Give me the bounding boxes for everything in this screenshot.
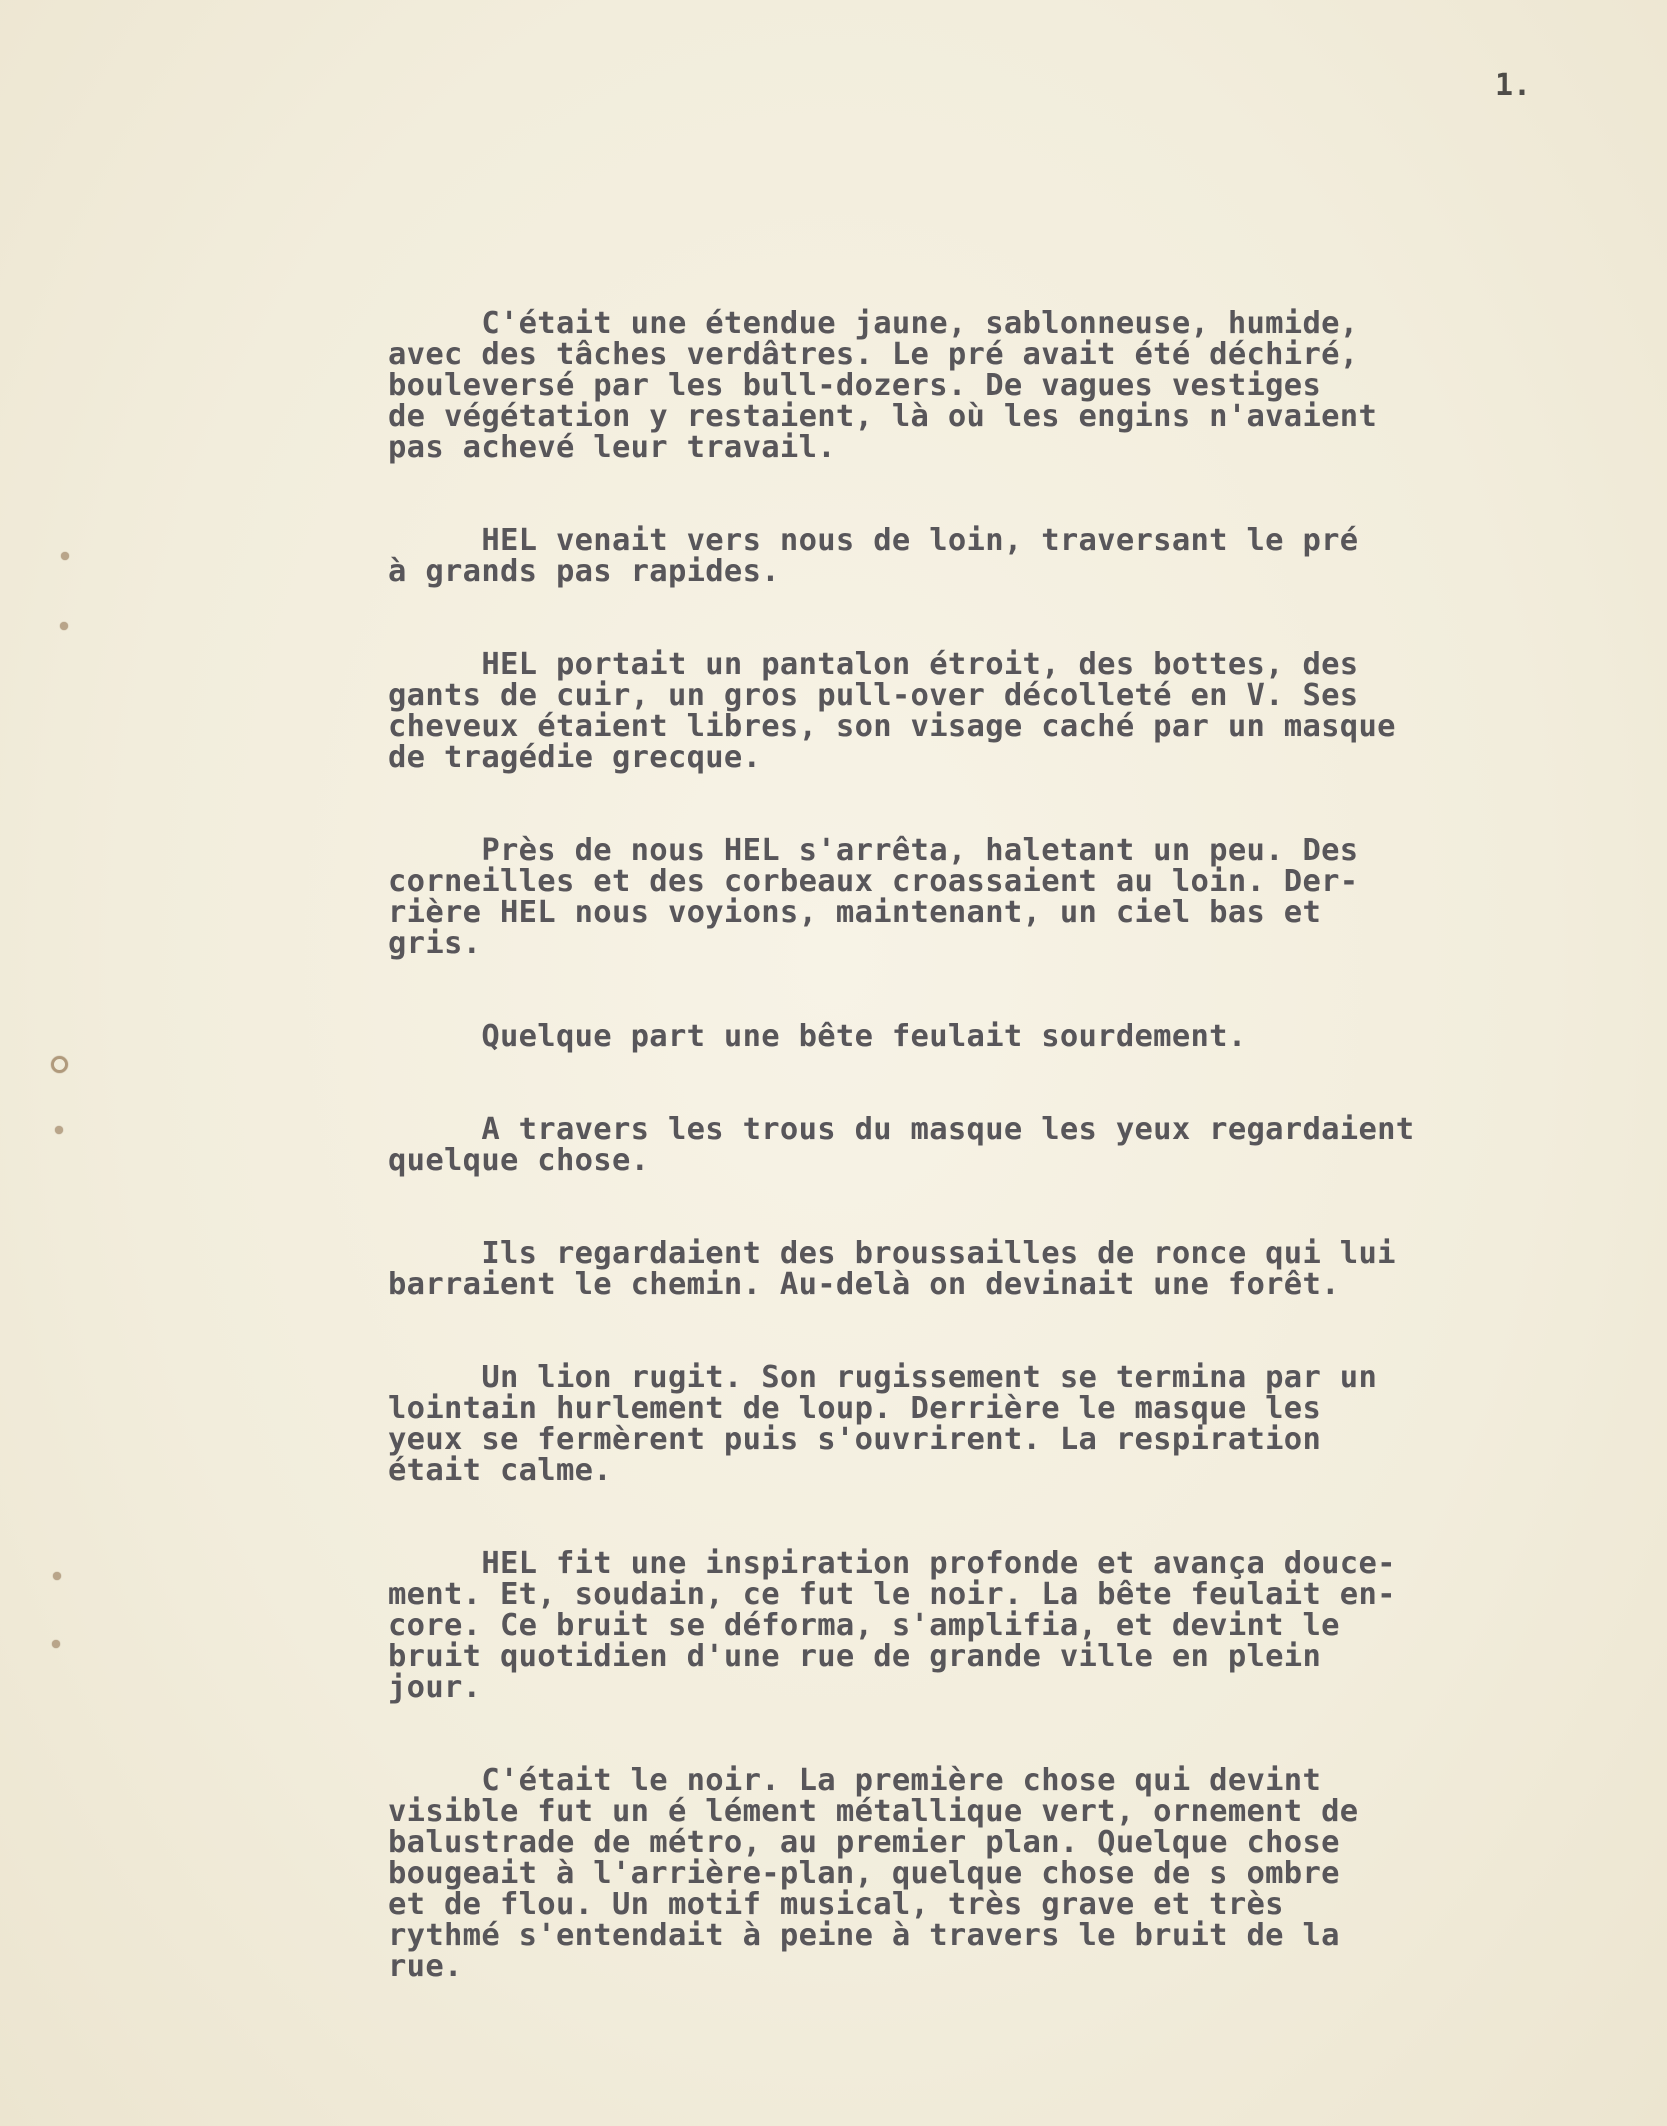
text-line: cheveux étaient libres, son visage caché par un masque <box>388 709 1396 744</box>
text-line: Un lion rugit. Son rugissement se termina par un <box>388 1360 1378 1395</box>
text-line: core. Ce bruit se déforma, s'amplifia, et devint le <box>388 1608 1340 1643</box>
text-line: barraient le chemin. Au-delà on devinait une forêt. <box>388 1267 1340 1302</box>
paragraph <box>388 1362 1508 1486</box>
paragraph <box>388 835 1508 959</box>
text-line: Ils regardaient des broussailles de ronce qui lui <box>388 1236 1396 1271</box>
text-line: était calme. <box>388 1453 612 1488</box>
text-line: bouleversé par les bull-dozers. De vagues vestiges <box>388 368 1322 403</box>
text-line: Près de nous HEL s'arrêta, haletant un peu. Des <box>388 833 1359 868</box>
margin-mark <box>52 1640 60 1648</box>
text-line: et de flou. Un motif musical, très grave et très <box>388 1887 1284 1922</box>
text-line: yeux se fermèrent puis s'ouvrirent. La respiration <box>388 1422 1322 1457</box>
margin-mark <box>55 1126 63 1134</box>
paragraph <box>388 1021 1508 1052</box>
paragraph <box>388 525 1508 587</box>
text-line: HEL venait vers nous de loin, traversant le pré <box>388 523 1359 558</box>
paragraph <box>388 1238 1508 1300</box>
text-line: corneilles et des corbeaux croassaient au loin. Der- <box>388 864 1359 899</box>
text-line: quelque chose. <box>388 1143 650 1178</box>
text-line: bruit quotidien d'une rue de grande ville en plein <box>388 1639 1322 1674</box>
text-line: à grands pas rapides. <box>388 554 780 589</box>
text-line: A travers les trous du masque les yeux regardaient <box>388 1112 1415 1147</box>
text-line: HEL fit une inspiration profonde et avança douce- <box>388 1546 1396 1581</box>
text-line: avec des tâches verdâtres. Le pré avait été déchiré, <box>388 337 1359 372</box>
text-line: HEL portait un pantalon étroit, des bottes, des <box>388 647 1359 682</box>
text-line: balustrade de métro, au premier plan. Quelque chose <box>388 1825 1340 1860</box>
margin-mark <box>61 552 69 560</box>
text-line: ment. Et, soudain, ce fut le noir. La bête feulait en- <box>388 1577 1396 1612</box>
text-line: Quelque part une bête feulait sourdement. <box>388 1019 1247 1054</box>
paragraph <box>388 649 1508 773</box>
paragraph <box>388 1548 1508 1703</box>
text-line: visible fut un é lément métallique vert, ornement de <box>388 1794 1359 1829</box>
margin-mark <box>60 622 68 630</box>
text-line: pas achevé leur travail. <box>388 430 836 465</box>
text-line: bougeait à l'arrière-plan, quelque chose de s ombre <box>388 1856 1340 1891</box>
margin-mark <box>51 1056 68 1073</box>
text-line: de tragédie grecque. <box>388 740 762 775</box>
text-line: lointain hurlement de loup. Derrière le masque les <box>388 1391 1322 1426</box>
text-line: C'était le noir. La première chose qui devint <box>388 1763 1322 1798</box>
text-line: rythmé s'entendait à peine à travers le bruit de la <box>388 1918 1340 1953</box>
text-line: C'était une étendue jaune, sablonneuse, humide, <box>388 306 1359 341</box>
page-number: 1. <box>1495 68 1532 103</box>
text-line: rue. <box>388 1949 463 1984</box>
text-line: gris. <box>388 926 482 961</box>
paragraph <box>388 1765 1508 1982</box>
text-line: rière HEL nous voyions, maintenant, un ciel bas et <box>388 895 1322 930</box>
paragraph <box>388 1114 1508 1176</box>
text-line: gants de cuir, un gros pull-over décolleté en V. Ses <box>388 678 1359 713</box>
body-text <box>388 308 1508 2044</box>
text-line: jour. <box>388 1670 482 1705</box>
text-line: de végétation y restaient, là où les engins n'avaient <box>388 399 1378 434</box>
paragraph <box>388 308 1508 463</box>
margin-mark <box>53 1572 61 1580</box>
